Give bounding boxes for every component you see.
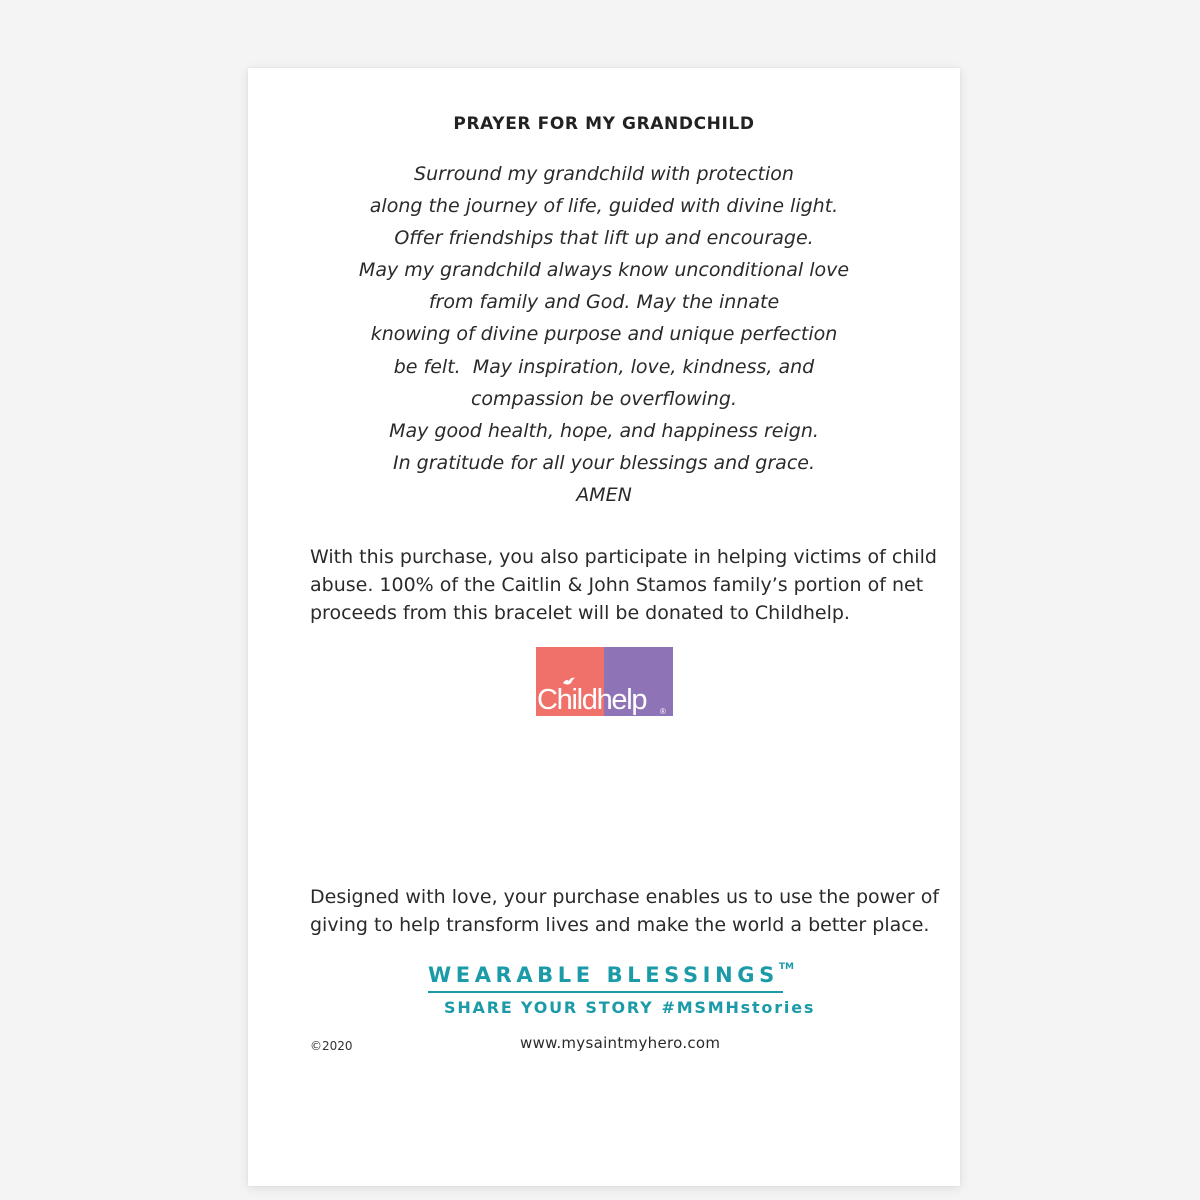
tagline-text: SHARE YOUR STORY (444, 998, 654, 1017)
prayer-line: be felt. May inspiration, love, kindness, and (393, 355, 815, 378)
prayer-line: Offer friendships that lift up and encourage. (394, 227, 814, 250)
hashtag: #MSMHstories (661, 998, 816, 1017)
charity-paragraph (310, 543, 937, 627)
prayer-title: PRAYER FOR MY GRANDCHILD (453, 114, 755, 134)
brand-wordmark: WEARABLE BLESSINGS (428, 963, 779, 987)
charity-line: With this purchase, you also participate in helping victims of child (310, 546, 937, 568)
prayer-line: compassion be overflowing. (470, 387, 738, 410)
charity-line: proceeds from this bracelet will be donated to Childhelp. (310, 602, 850, 624)
prayer-line: knowing of divine purpose and unique perfection (370, 323, 838, 346)
brand-tagline (444, 998, 815, 1017)
prayer-card (248, 68, 960, 1186)
registered-mark: ® (660, 707, 666, 716)
charity-line: abuse. 100% of the Caitlin & John Stamos family’s portion of net (310, 574, 924, 596)
trademark: TM (778, 962, 794, 972)
brand-name (428, 963, 798, 987)
logo-wordmark: Childhelp (537, 684, 647, 716)
prayer-line: Surround my grandchild with protection (414, 163, 794, 185)
mission-line: giving to help transform lives and make the world a better place. (310, 914, 930, 936)
prayer-line: along the journey of life, guided with divine light. (369, 195, 839, 218)
website-url: www.mysaintmyhero.com (520, 1034, 721, 1052)
prayer-line: May good health, hope, and happiness reign. (389, 419, 819, 442)
prayer-line: In gratitude for all your blessings and grace. (393, 451, 815, 474)
prayer-line: from family and God. May the innate (428, 291, 780, 314)
mission-paragraph (310, 883, 940, 939)
childhelp-logo (536, 647, 673, 716)
mission-line: Designed with love, your purchase enables us to use the power of (310, 886, 940, 908)
copyright: ©2020 (310, 1039, 353, 1053)
prayer-text (248, 158, 960, 511)
brand-divider (428, 991, 783, 993)
prayer-line: May my grandchild always know unconditional love (358, 259, 850, 282)
prayer-amen: AMEN (576, 483, 632, 506)
